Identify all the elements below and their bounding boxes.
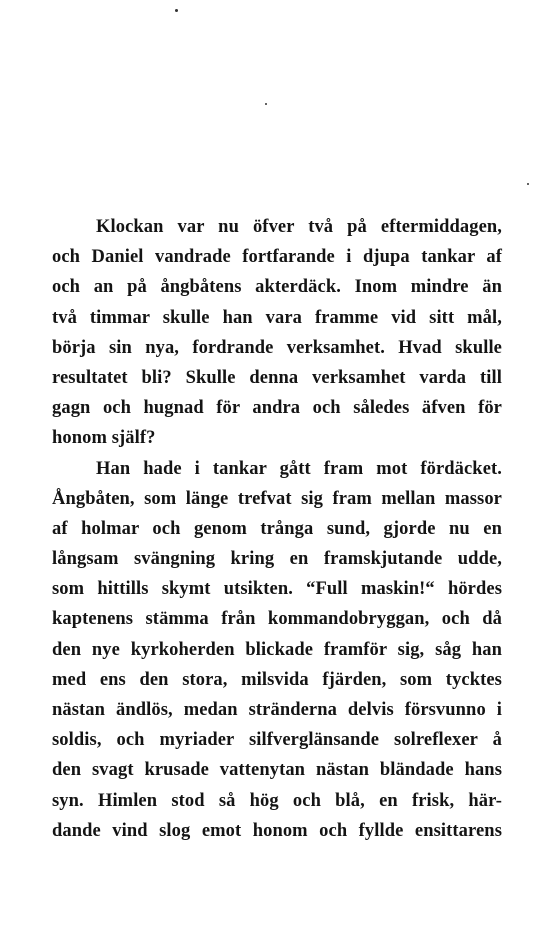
paragraph: [52, 212, 502, 454]
text-line: syn. Himlen stod så hög och blå, en frisk, här-: [52, 790, 502, 811]
text-line: den svagt krusade vattenytan nästan bländade hans: [52, 760, 502, 781]
text-line: två timmar skulle han vara framme vid sitt mål,: [52, 307, 502, 328]
text-line: soldis, och myriader silfverglänsande solreflexer å: [52, 730, 502, 751]
paragraph: [52, 454, 502, 846]
text-line: och Daniel vandrade fortfarande i djupa tankar af: [52, 247, 502, 268]
print-speck: [175, 9, 178, 12]
text-line: långsam svängning kring en framskjutande udde,: [52, 549, 502, 570]
text-line: resultatet bli? Skulle denna verksamhet varda till: [52, 367, 502, 388]
text-line: börja sin nya, fordrande verksamhet. Hvad skulle: [52, 337, 502, 358]
text-line: och an på ångbåtens akterdäck. Inom mindre än: [52, 277, 502, 298]
body-text: [52, 212, 502, 846]
text-line: honom själf?: [52, 428, 156, 449]
text-line: med ens den stora, milsvida fjärden, som tycktes: [52, 669, 502, 690]
text-line: som hittills skymt utsikten. “Full maskin!“ hördes: [52, 579, 502, 600]
text-line: af holmar och genom trånga sund, gjorde nu en: [52, 518, 502, 539]
text-line: den nye kyrkoherden blickade framför sig, såg han: [52, 639, 502, 660]
text-line: dande vind slog emot honom och fyllde ensittarens: [52, 820, 502, 841]
text-line: nästan ändlös, medan stränderna delvis försvunno i: [52, 700, 502, 720]
text-line: kaptenens stämma från kommandobryggan, och då: [52, 609, 502, 630]
text-line: Ångbåten, som länge trefvat sig fram mellan massor: [52, 488, 502, 509]
print-speck: [265, 103, 267, 105]
text-line: gagn och hugnad för andra och således äfven för: [52, 398, 502, 419]
text-line: Han hade i tankar gått fram mot fördäcket.: [96, 458, 502, 479]
text-line: Klockan var nu öfver två på eftermiddagen,: [96, 217, 502, 237]
print-speck: [527, 183, 529, 185]
